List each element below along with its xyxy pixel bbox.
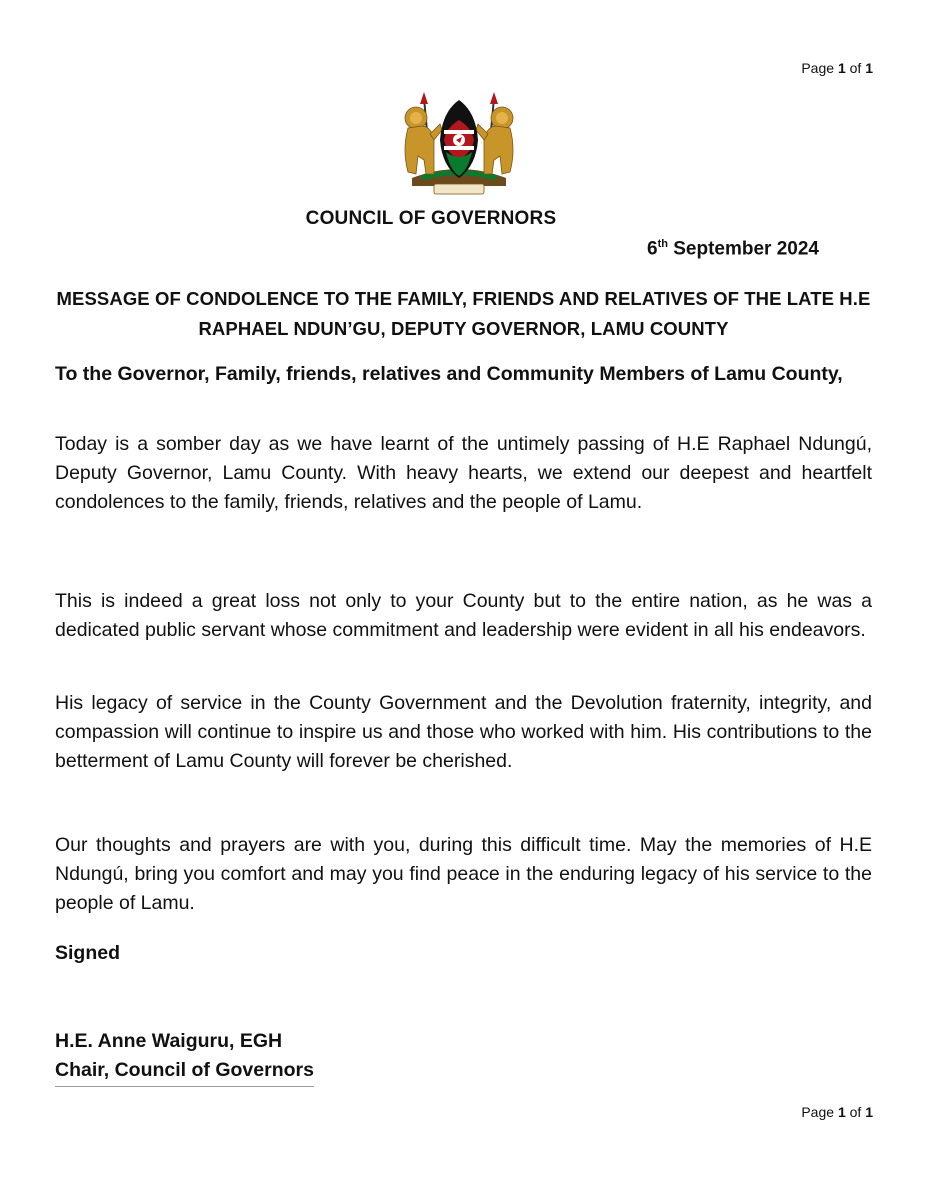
body-paragraph: Today is a somber day as we have learnt of the untimely passing of H.E Raphael Ndungú, Deputy Governor, Lamu County. With heavy hearts, we extend our deepest and heartfelt condolences to the family, friends, relatives and the people of Lamu. [55,433,872,513]
page-number-bottom: Page 1 of 1 [801,1104,873,1120]
page-number-top: Page 1 of 1 [801,60,873,76]
body-paragraph: Our thoughts and prayers are with you, during this difficult time. May the memories of H.E Ndungú, bring you comfort and may you find peace in the enduring legacy of his service to the people of Lamu. [55,834,872,914]
salutation: To the Governor, Family, friends, relatives and Community Members of Lamu County, [55,363,843,385]
signatory-name: H.E. Anne Waiguru, EGH [55,1030,283,1052]
subject-heading: MESSAGE OF CONDOLENCE TO THE FAMILY, FRIENDS AND RELATIVES OF THE LATE H.E RAPHAEL NDUN’GU, DEPUTY GOVERNOR, LAMU COUNTY [56,288,871,339]
signed-label: Signed [55,942,121,964]
body-paragraph: His legacy of service in the County Government and the Devolution fraternity, integrity, and compassion will continue to inspire us and those who worked with him. His contributions to the betterment of Lamu County will forever be cherished. [55,692,872,772]
letter-date: 6th September 2024 [647,238,819,260]
body-paragraph: This is indeed a great loss not only to your County but to the entire nation, as he was a dedicated public servant whose commitment and leadership were evident in all his endeavors. [55,590,872,641]
organization-name: COUNCIL OF GOVERNORS [305,208,557,229]
kenya-coat-of-arms-icon [394,90,524,200]
signatory-title: Chair, Council of Governors [55,1056,314,1087]
